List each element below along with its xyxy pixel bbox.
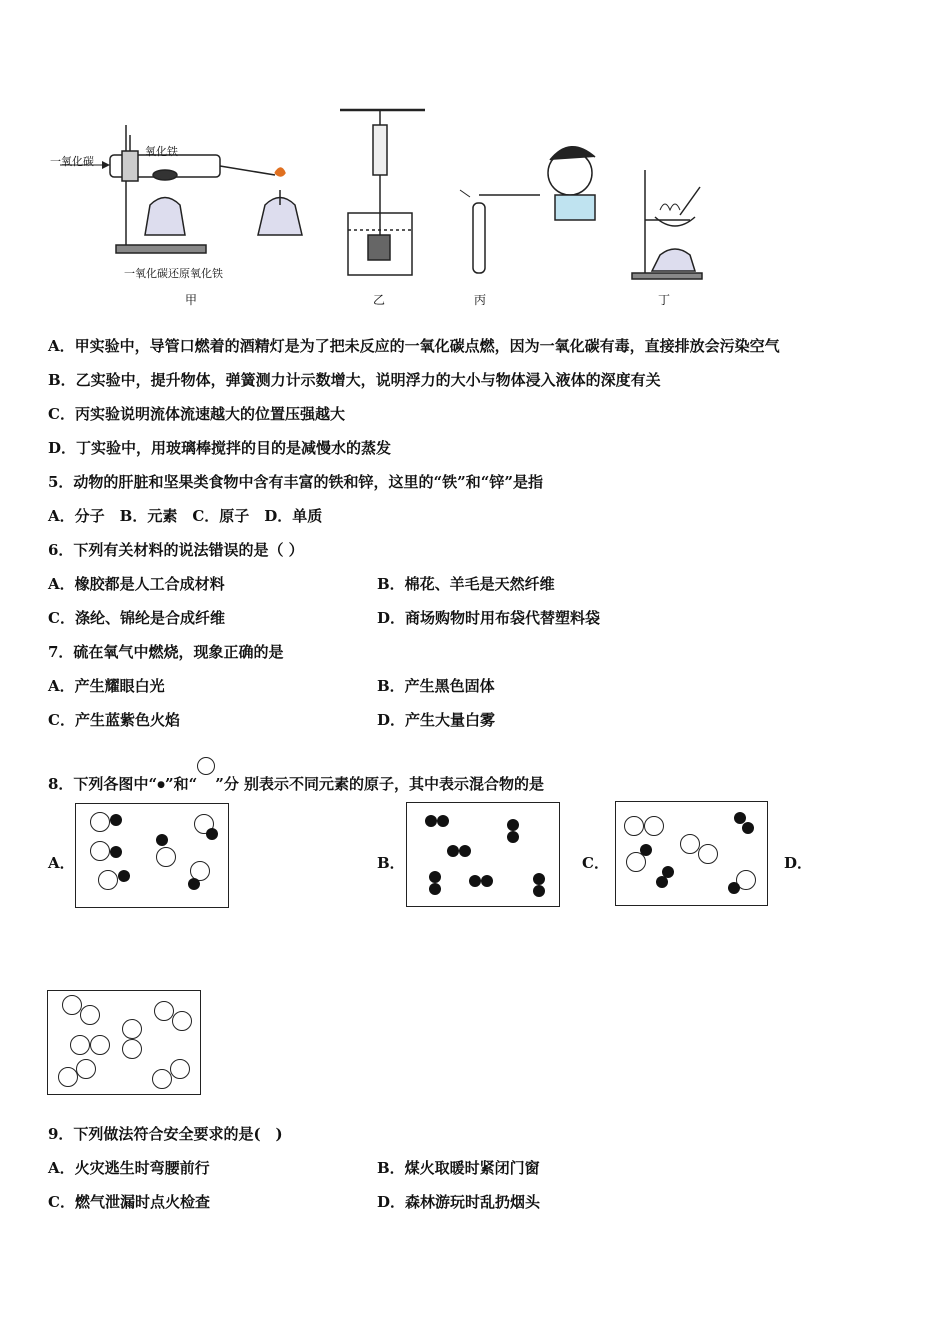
q9-option-a: A．火灾逃生时弯腰前行 <box>48 1159 210 1177</box>
label-caption: 一氧化碳还原氧化铁 <box>124 267 223 280</box>
black-atom <box>156 834 168 846</box>
q7-option-a: A．产生耀眼白光 <box>48 677 165 695</box>
label-fe2o3: 氧化铁 <box>145 145 178 158</box>
white-atom <box>90 1035 110 1055</box>
q4-option-c: C．丙实验说明流体流速越大的位置压强越大 <box>48 405 345 423</box>
q8-diagram-b <box>406 802 560 907</box>
q8-black-atom-symbol: ● <box>157 780 165 790</box>
apparatus-bing <box>460 147 595 273</box>
q9-option-c: C．燃气泄漏时点火检查 <box>48 1193 210 1211</box>
white-atom <box>58 1067 78 1087</box>
q8-stem-part3: ”分 别表示不同元素的原子，其中表示混合物的是 <box>215 775 545 793</box>
white-atom <box>98 870 118 890</box>
q8-diagram-c <box>615 801 768 906</box>
black-atom <box>533 873 545 885</box>
black-atom <box>447 845 459 857</box>
black-atom <box>188 878 200 890</box>
q6-option-c: C．涤纶、锦纶是合成纤维 <box>48 609 225 627</box>
q7-option-c: C．产生蓝紫色火焰 <box>48 711 180 729</box>
white-atom <box>90 812 110 832</box>
white-atom <box>62 995 82 1015</box>
black-atom <box>429 883 441 895</box>
black-atom <box>206 828 218 840</box>
q7-stem: 7．硫在氧气中燃烧，现象正确的是 <box>48 643 284 661</box>
black-atom <box>742 822 754 834</box>
white-atom <box>76 1059 96 1079</box>
black-atom <box>110 814 122 826</box>
q5-options: A．分子 B．元素 C．原子 D．单质 <box>48 507 323 525</box>
black-atom <box>118 870 130 882</box>
q8-stem-part1: 8．下列各图中“ <box>48 775 158 793</box>
black-atom <box>110 846 122 858</box>
q6-stem: 6．下列有关材料的说法错误的是（ ） <box>48 541 304 559</box>
white-atom <box>154 1001 174 1021</box>
white-atom <box>698 844 718 864</box>
apparatus-jia <box>60 125 302 253</box>
q8-diagram-a <box>75 803 229 908</box>
q4-option-b: B．乙实验中，提升物体，弹簧测力计示数增大，说明浮力的大小与物体浸入液体的深度有关 <box>48 371 661 389</box>
label-yi: 乙 <box>373 293 386 307</box>
q9-stem: 9．下列做法符合安全要求的是( ) <box>48 1125 283 1143</box>
white-atom <box>70 1035 90 1055</box>
q8-label-b: B． <box>377 854 405 872</box>
black-atom <box>507 831 519 843</box>
experiment-figures <box>40 95 760 315</box>
q7-option-d: D．产生大量白雾 <box>377 711 496 729</box>
label-bing: 丙 <box>474 293 487 307</box>
q6-option-d: D．商场购物时用布袋代替塑料袋 <box>377 609 601 627</box>
q4-option-a: A．甲实验中，导管口燃着的酒精灯是为了把未反应的一氧化碳点燃，因为一氧化碳有毒，直接排放会污染空气 <box>48 337 780 355</box>
black-atom <box>481 875 493 887</box>
white-atom <box>680 834 700 854</box>
black-atom <box>429 871 441 883</box>
white-atom <box>122 1039 142 1059</box>
q8-white-atom-symbol <box>197 757 215 775</box>
q8-stem <box>48 757 544 795</box>
white-atom <box>122 1019 142 1039</box>
black-atom <box>507 819 519 831</box>
white-atom <box>626 852 646 872</box>
q7-option-b: B．产生黑色固体 <box>377 677 495 695</box>
q8-stem-part2: ”和“ <box>164 775 198 793</box>
black-atom <box>533 885 545 897</box>
q6-option-b: B．棉花、羊毛是天然纤维 <box>377 575 555 593</box>
black-atom <box>459 845 471 857</box>
white-atom <box>170 1059 190 1079</box>
label-co: 一氧化碳 <box>50 155 94 168</box>
black-atom <box>728 882 740 894</box>
q9-option-b: B．煤火取暖时紧闭门窗 <box>377 1159 540 1177</box>
white-atom <box>624 816 644 836</box>
q6-option-a: A．橡胶都是人工合成材料 <box>48 575 225 593</box>
white-atom <box>644 816 664 836</box>
q8-label-d: D． <box>784 854 813 872</box>
black-atom <box>469 875 481 887</box>
black-atom <box>656 876 668 888</box>
q8-diagram-d <box>47 990 201 1095</box>
q9-option-d: D．森林游玩时乱扔烟头 <box>377 1193 541 1211</box>
experiment-drawings <box>40 95 760 315</box>
white-atom <box>80 1005 100 1025</box>
apparatus-ding <box>632 170 702 279</box>
q5-stem: 5．动物的肝脏和坚果类食物中含有丰富的铁和锌，这里的“铁”和“锌”是指 <box>48 473 543 491</box>
q4-option-d: D．丁实验中，用玻璃棒搅拌的目的是减慢水的蒸发 <box>48 439 392 457</box>
white-atom <box>152 1069 172 1089</box>
label-ding: 丁 <box>658 293 671 307</box>
label-jia: 甲 <box>185 293 198 307</box>
black-atom <box>425 815 437 827</box>
white-atom <box>156 847 176 867</box>
white-atom <box>90 841 110 861</box>
apparatus-yi <box>340 110 425 275</box>
white-atom <box>172 1011 192 1031</box>
q8-label-a: A． <box>48 854 75 872</box>
black-atom <box>437 815 449 827</box>
q8-label-c: C． <box>582 854 609 872</box>
